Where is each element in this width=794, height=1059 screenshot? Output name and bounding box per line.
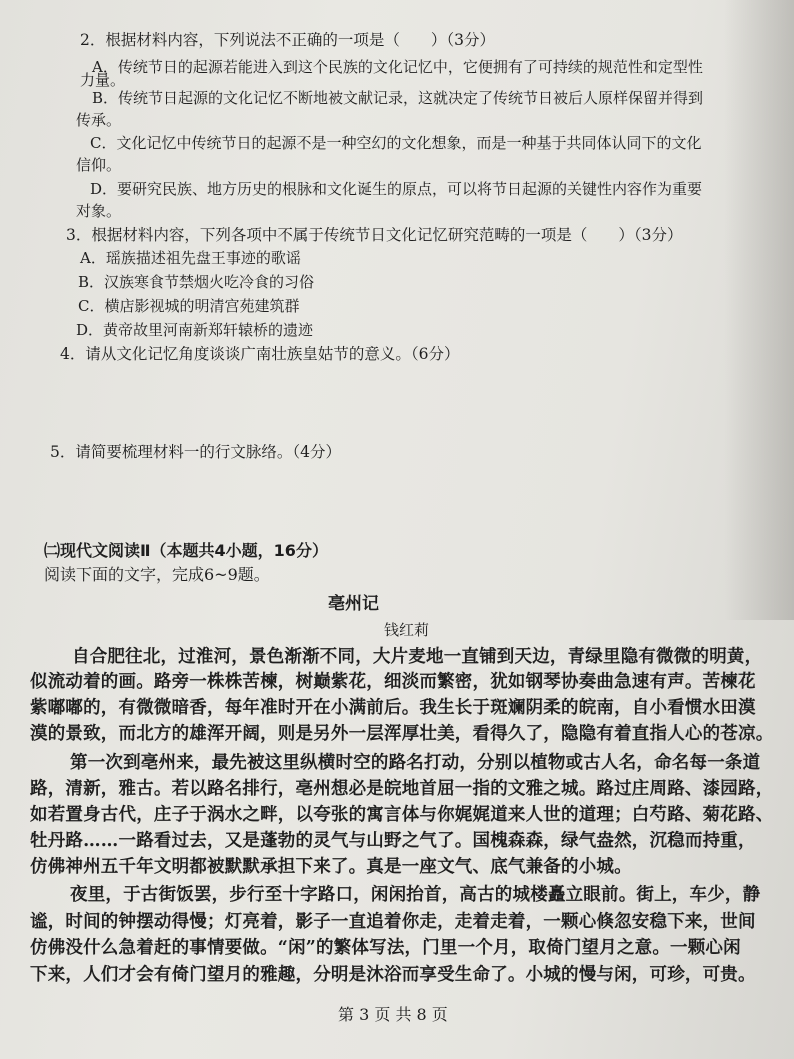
q3-option-b: B．汉族寒食节禁烟火吃冷食的习俗 — [78, 273, 315, 291]
section-instruction: 阅读下面的文字，完成6~9题。 — [44, 565, 270, 584]
q2-option-d-line2: 对象。 — [76, 202, 122, 220]
q3-option-c: C．横店影视城的明清宫苑建筑群 — [78, 297, 300, 315]
q2-option-c-line1: C．文化记忆中传统节日的起源不是一种空幻的文化想象，而是一种基于共同体认同下的文化 — [90, 134, 702, 152]
body-line: 谧，时间的钟摆动得慢；灯亮着，影子一直追着你走，走着走着，一颗心倏忽安稳下来，世间 — [30, 912, 756, 932]
body-line: 似流动着的画。路旁一株株苦楝，树巅紫花，细淡而繁密，犹如钢琴协奏曲急速有声。苦楝花 — [30, 672, 756, 692]
body-line: 紫嘟嘟的，有微微暗香，每年准时开在小满前后。我生长于斑斓阴柔的皖南，自小看惯水田漠 — [30, 698, 756, 718]
q2-option-d-line1: D．要研究民族、地方历史的根脉和文化诞生的原点，可以将节日起源的关键性内容作为重要 — [90, 180, 703, 198]
body-line: 下来，人们才会有倚门望月的雅趣，分明是沐浴而享受生命了。小城的慢与闲，可珍，可贵。 — [30, 965, 756, 985]
q3-option-a: A．瑶族描述祖先盘王事迹的歌谣 — [80, 249, 301, 267]
q2-option-b-line2: 传承。 — [76, 111, 122, 129]
q2-option-a-line2: 力量。 — [80, 71, 126, 89]
body-line: 自合肥往北，过淮河，景色渐渐不同，大片麦地一直铺到天边，青绿里隐有微微的明黄， — [72, 647, 763, 667]
q2-option-c-line2: 信仰。 — [76, 156, 122, 174]
article-title: 亳州记 — [328, 594, 379, 614]
page-number: 第 3 页 共 8 页 — [338, 1005, 448, 1024]
question-4: 4．请从文化记忆角度谈谈广南壮族皇姑节的意义。（6分） — [60, 345, 460, 363]
q3-option-d: D．黄帝故里河南新郑轩辕桥的遗迹 — [76, 321, 314, 339]
body-line: 第一次到亳州来，最先被这里纵横时空的路名打动，分别以植物或古人名，命名每一条道 — [70, 753, 761, 773]
article-author: 钱红莉 — [384, 621, 430, 639]
body-line: 牡丹路……一路看过去，又是蓬勃的灵气与山野之气了。国槐森森，绿气盎然，沉稳而持重， — [30, 831, 756, 851]
body-line: 路，清新，雅古。若以路名排行，亳州想必是皖地首屈一指的文雅之城。路过庄周路、漆园路， — [30, 779, 774, 799]
body-line: 夜里，于古街饭罢，步行至十字路口，闲闲抬首，高古的城楼矗立眼前。街上，车少，静 — [70, 885, 761, 905]
question-2-stem: 2．根据材料内容，下列说法不正确的一项是（ ）（3分） — [80, 31, 495, 49]
q2-option-b-line1: B．传统节日起源的文化记忆不断地被文献记录，这就决定了传统节日被后人原样保留并得到 — [92, 89, 704, 107]
section-heading: ㈡现代文阅读Ⅱ（本题共4小题，16分） — [44, 541, 328, 560]
page-shadow — [724, 0, 794, 620]
body-line: 如若置身古代，庄子于涡水之畔，以夸张的寓言体与你娓娓道来人世的道理；白芍路、菊花路、 — [30, 805, 774, 825]
q2-option-a-line1: A．传统节日的起源若能进入到这个民族的文化记忆中，它便拥有了可持续的规范性和定型性 — [92, 58, 703, 76]
question-5: 5．请简要梳理材料一的行文脉络。（4分） — [50, 443, 341, 461]
body-line: 仿佛没什么急着赶的事情要做。“闲”的繁体写法，门里一个月，取倚门望月之意。一颗心闲 — [30, 938, 741, 958]
body-line: 漠的景致，而北方的雄浑开阔，则是另外一层浑厚壮美，看得久了，隐隐有着直指人心的苍凉。 — [30, 724, 774, 744]
body-line: 仿佛神州五千年文明都被默默承担下来了。真是一座文气、底气兼备的小城。 — [30, 857, 632, 877]
question-3-stem: 3．根据材料内容，下列各项中不属于传统节日文化记忆研究范畴的一项是（ ）（3分） — [66, 226, 683, 244]
